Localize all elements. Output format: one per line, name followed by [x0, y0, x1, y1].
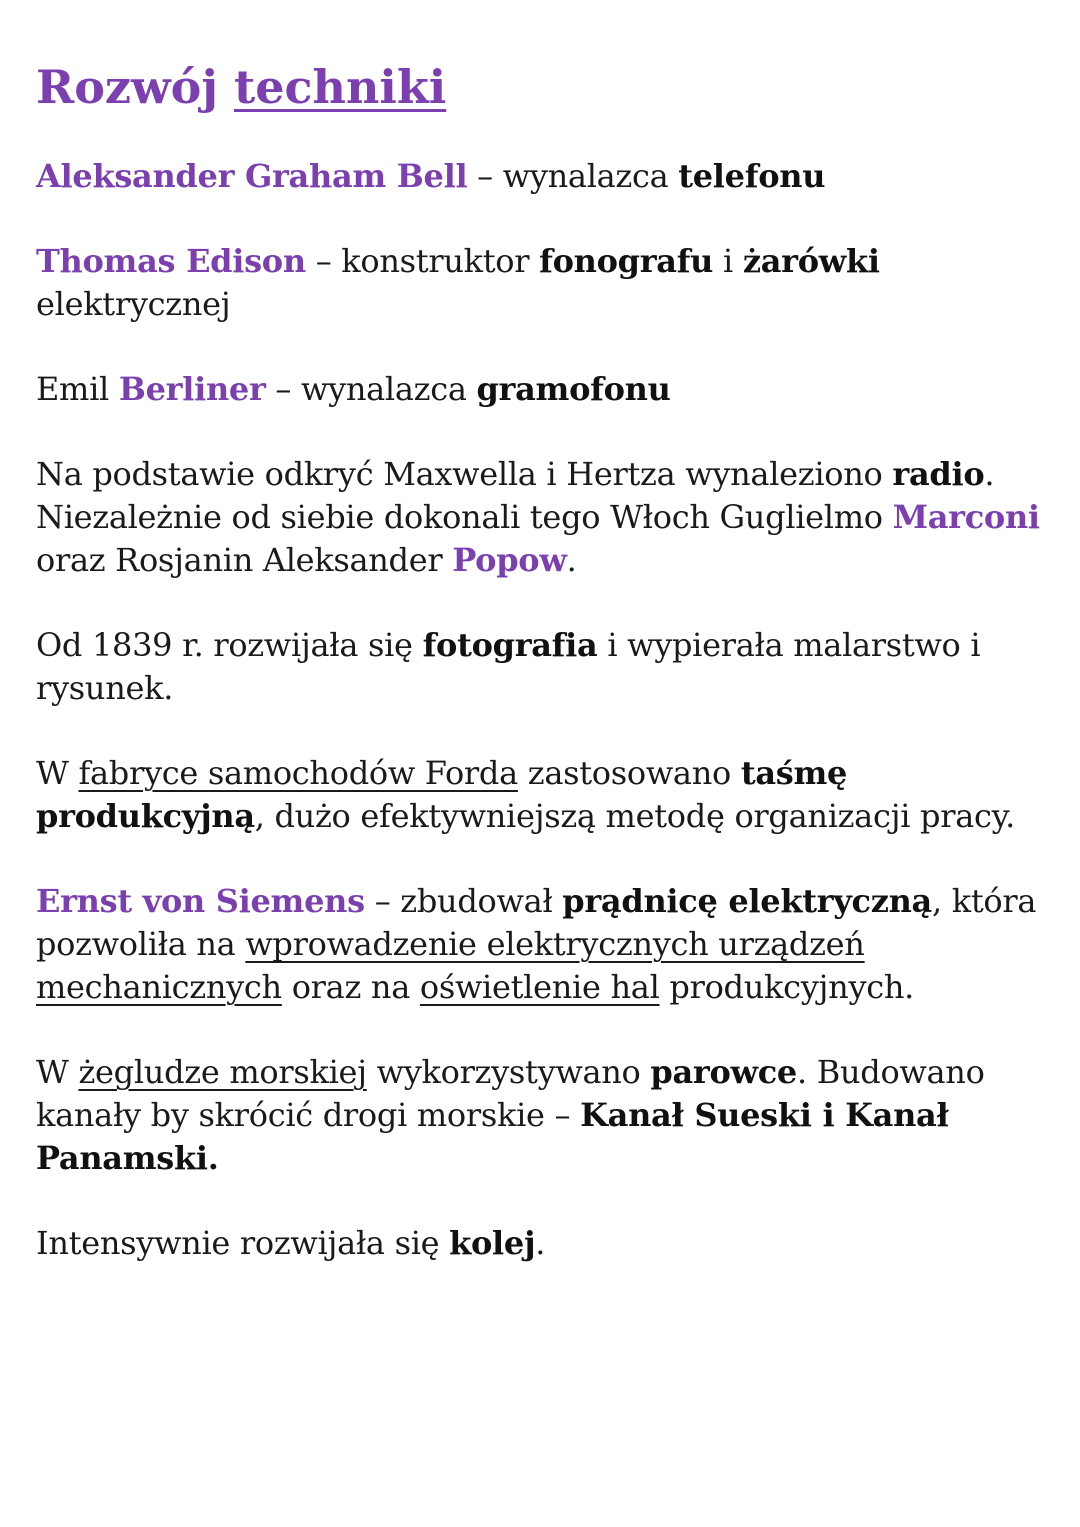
- text: elektrycznej: [36, 285, 231, 324]
- underlined-phrase: oświetlenie hal: [419, 968, 660, 1007]
- text: Emil: [36, 370, 119, 409]
- text: . Niezależnie od siebie dokonali tego Włoch Guglielmo: [36, 455, 995, 537]
- bold-term: taśmę produkcyjną: [36, 754, 848, 836]
- underlined-phrase: wprowadzenie elektrycznych urządzeń mechanicznych: [36, 925, 865, 1007]
- text: wykorzystywano: [366, 1053, 651, 1092]
- bold-term: fonografu: [539, 242, 714, 281]
- paragraph-berliner: [36, 368, 1046, 411]
- underlined-phrase: fabryce samochodów Forda: [78, 754, 518, 793]
- text: – zbudował: [364, 882, 563, 921]
- person-name: Berliner: [118, 370, 266, 409]
- page-title: [36, 60, 1046, 115]
- title-word-2: techniki: [233, 60, 447, 114]
- text: oraz na: [281, 968, 420, 1007]
- text: produkcyjnych.: [659, 968, 915, 1007]
- text: , która pozwoliła na: [36, 882, 1037, 964]
- text: i wypierała malarstwo i rysunek.: [36, 626, 981, 708]
- text: W: [36, 1053, 79, 1092]
- bold-term: prądnicę elektryczną: [562, 882, 932, 921]
- text: – wynalazca: [467, 157, 679, 196]
- paragraph-rail: [36, 1222, 1046, 1265]
- person-name: Thomas Edison: [36, 242, 306, 281]
- text: Od 1839 r. rozwijała się: [36, 626, 423, 665]
- bold-term: gramofonu: [476, 370, 671, 409]
- paragraph-ford: [36, 752, 1046, 838]
- paragraph-radio: [36, 453, 1046, 582]
- person-name: Popow: [452, 541, 567, 580]
- person-name: Ernst von Siemens: [36, 882, 365, 921]
- text: , dużo efektywniejszą metodę organizacji pracy.: [254, 797, 1015, 836]
- text: Intensywnie rozwijała się: [36, 1224, 450, 1263]
- bold-term: fotografia: [422, 626, 598, 665]
- bold-term: kolej: [449, 1224, 536, 1263]
- document-page: [36, 60, 1046, 1307]
- text: oraz Rosjanin Aleksander: [36, 541, 453, 580]
- underlined-phrase: żegludze morskiej: [78, 1053, 367, 1092]
- bold-term: parowce: [650, 1053, 797, 1092]
- paragraph-bell: [36, 155, 1046, 198]
- paragraph-siemens: [36, 880, 1046, 1009]
- paragraph-edison: [36, 240, 1046, 326]
- text: . Budowano kanały by skrócić drogi morskie –: [36, 1053, 985, 1135]
- text: .: [566, 541, 577, 580]
- text: W: [36, 754, 79, 793]
- bold-term: telefonu: [678, 157, 826, 196]
- text: .: [535, 1224, 546, 1263]
- person-name: Aleksander Graham Bell: [36, 157, 468, 196]
- bold-term: żarówki: [742, 242, 880, 281]
- text: – konstruktor: [305, 242, 540, 281]
- title-word-1: Rozwój: [36, 60, 218, 114]
- text: zastosowano: [517, 754, 741, 793]
- paragraph-ships: [36, 1051, 1046, 1180]
- paragraph-photo: [36, 624, 1046, 710]
- text: – wynalazca: [265, 370, 477, 409]
- text: i: [713, 242, 743, 281]
- bold-term: Kanał Sueski i Kanał Panamski.: [36, 1096, 949, 1178]
- person-name: Marconi: [892, 498, 1040, 537]
- text: Na podstawie odkryć Maxwella i Hertza wynaleziono: [36, 455, 893, 494]
- bold-term: radio: [892, 455, 985, 494]
